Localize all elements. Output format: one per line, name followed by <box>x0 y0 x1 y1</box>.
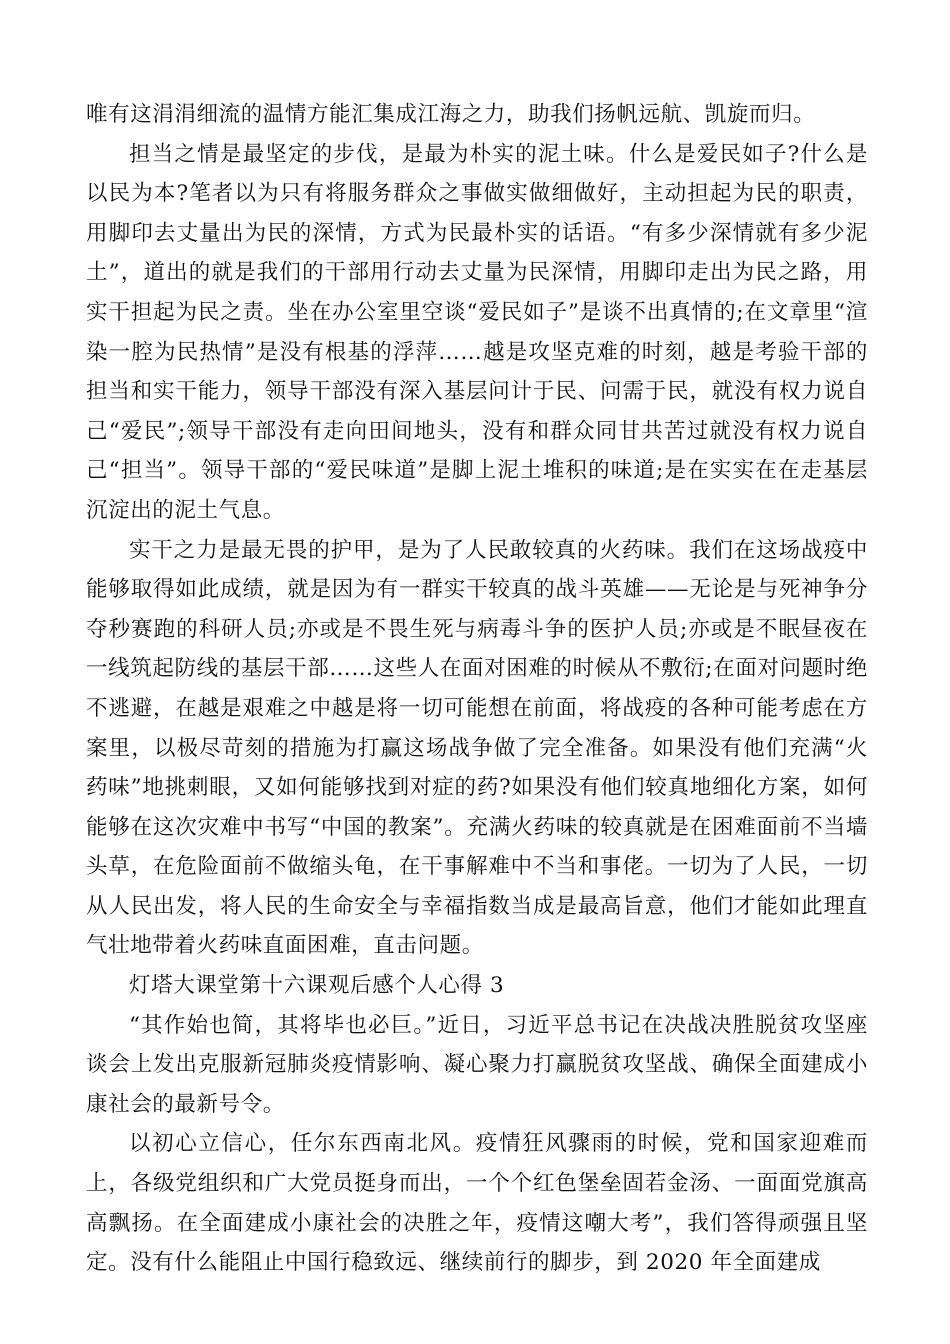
paragraph-responsibility: 担当之情是最坚定的步伐，是最为朴实的泥土味。什么是爱民如子?什么是以民为本?笔者以为只有将服务群众之事做实做细做好，主动担起为民的职责，用脚印去丈量出为民的深情，方式为民最朴实的话语。“有多少深情就有多少泥土”，道出的就是我们的干部用行动去丈量为民深情，用脚印走出为民之路，用实干担起为民之责。坐在办公室里空谈“爱民如子”是谈不出真情的;在文章里“渲染一腔为民热情”是没有根基的浮萍……越是攻坚克难的时刻，越是考验干部的担当和实干能力，领导干部没有深入基层问计于民、问需于民，就没有权力说自己“爱民”;领导干部没有走向田间地头，没有和群众同甘共苦过就没有权力说自己“担当”。领导干部的“爱民味道”是脚上泥土堆积的味道;是在实实在在走基层沉淀出的泥土气息。 <box>86 141 868 523</box>
paragraph-confidence: 以初心立信心，任尔东西南北风。疫情狂风骤雨的时候，党和国家迎难而上，各级党组织和广大党员挺身而出，一个个红色堡垒固若金汤、一面面党旗高高飘扬。在全面建成小康社会的决胜之年，疫情这嘲大考”，我们答得顽强且坚定。没有什么能阻止中国行稳致远、继续前行的脚步，到 2020 年全面建成 <box>86 1131 868 1276</box>
document-body <box>86 95 868 1283</box>
section-heading: 灯塔大课堂第十六课观后感个人心得 3 <box>129 973 505 999</box>
paragraph-practical-action: 实干之力是最无畏的护甲，是为了人民敢较真的火药味。我们在这场战疫中能够取得如此成绩，就是因为有一群实干较真的战斗英雄——无论是与死神争分夺秒赛跑的科研人员;亦或是不畏生死与病毒斗争的医护人员;亦或是不眠昼夜在一线筑起防线的基层干部……这些人在面对困难的时候从不敷衍;在面对问题时绝不逃避，在越是艰难之中越是将一切可能想在前面，将战疫的各种可能考虑在方案里，以极尽苛刻的措施为打赢这场战争做了完全准备。如果没有他们充满“火药味”地挑刺眼，又如何能够找到对症的药?如果没有他们较真地细化方案，如何能够在这次灾难中书写“中国的教案”。充满火药味的较真就是在困难面前不当墙头草，在危险面前不做缩头龟，在干事解难中不当和事佬。一切为了人民，一切从人民出发，将人民的生命安全与幸福指数当成是最高旨意，他们才能如此理直气壮地带着火药味直面困难，直击问题。 <box>86 537 868 959</box>
paragraph-quote: “其作始也简，其将毕也必巨。”近日，习近平总书记在决战决胜脱贫攻坚座谈会上发出克服新冠肺炎疫情影响、凝心聚力打赢脱贫攻坚战、确保全面建成小康社会的最新号令。 <box>86 1012 868 1117</box>
paragraph-continuation: 唯有这涓涓细流的温情方能汇集成江海之力，助我们扬帆远航、凯旋而归。 <box>86 102 816 127</box>
